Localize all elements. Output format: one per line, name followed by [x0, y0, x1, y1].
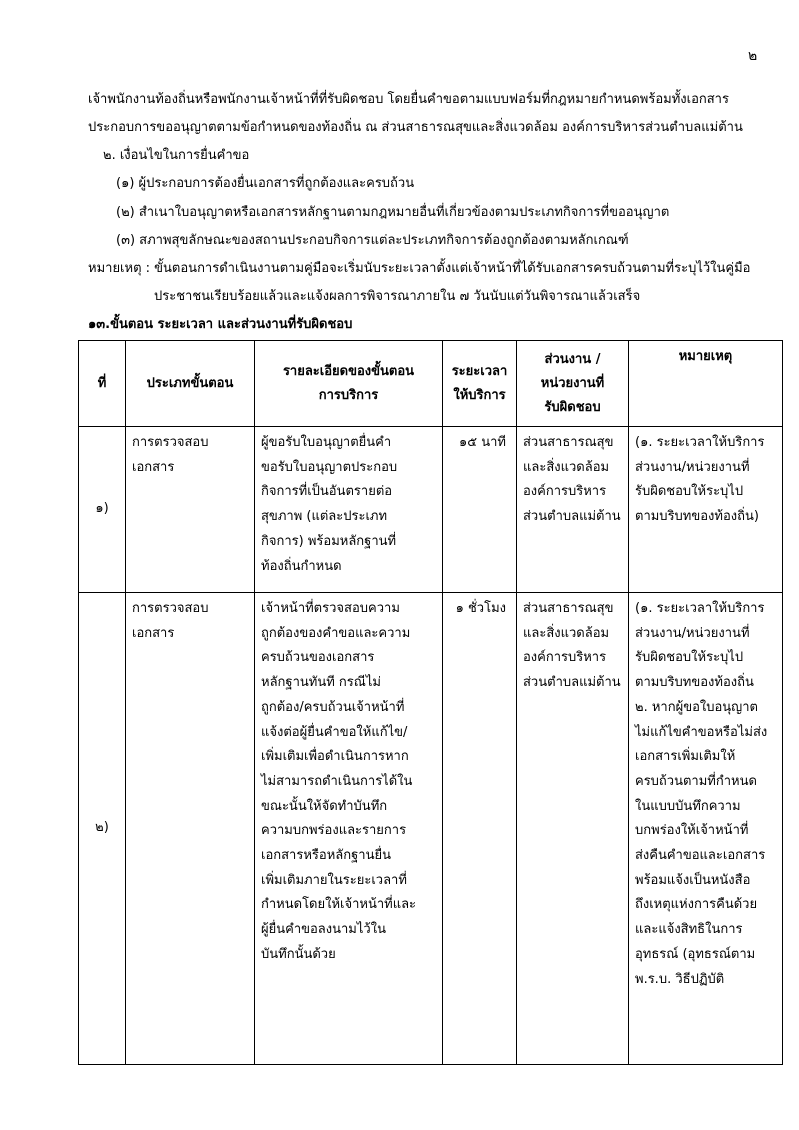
row-unit: ส่วนสาธารณสุข และสิ่งแวดล้อม องค์การบริหาร ส่วนตำบลแม่ต้าน — [517, 593, 629, 1065]
header-duration: ระยะเวลา ให้บริการ — [443, 341, 517, 427]
condition-item-2: (๒) สำเนาใบอนุญาตหรือเอกสารหลักฐานตามกฎหมายอื่นที่เกี่ยวข้องตามประเภทกิจการที่ขออนุญาต — [116, 205, 670, 220]
intro-line-1: เจ้าพนักงานท้องถิ่นหรือพนักงานเจ้าหน้าที่ที่รับผิดชอบ โดยยื่นคำขอตามแบบฟอร์มที่กฎหมายกำหนดพร้อมทั้งเอกสาร — [88, 92, 729, 107]
header-detail: รายละเอียดของขั้นตอน การบริการ — [255, 341, 443, 427]
condition-item-1: (๑) ผู้ประกอบการต้องยื่นเอกสารที่ถูกต้องและครบถ้วน — [116, 176, 415, 191]
remark-line-1: หมายเหตุ : ขั้นตอนการดำเนินงานตามคู่มือจะเริ่มนับระยะเวลาตั้งแต่เจ้าหน้าที่ได้รับเอกสารครบถ้วนตามที่ระบุไว้ในคู่มือ — [88, 261, 751, 276]
procedure-table — [78, 340, 783, 1065]
remark-line-2: ประชาชนเรียบร้อยแล้วและแจ้งผลการพิจารณาภายใน ๗ วันนับแต่วันพิจารณาแล้วเสร็จ — [154, 289, 641, 304]
condition-item-3: (๓) สภาพสุขลักษณะของสถานประกอบกิจการแต่ละประเภทกิจการต้องถูกต้องตามหลักเกณฑ์ — [116, 233, 629, 248]
table-row — [79, 593, 783, 1065]
table-header-row — [79, 341, 783, 427]
row-duration: ๑๕ นาที — [443, 427, 517, 593]
row-type: การตรวจสอบเอกสาร — [126, 427, 255, 593]
row-note: (๑. ระยะเวลาให้บริการ ส่วนงาน/หน่วยงานที่ รับผิดชอบให้ระบุไป ตามบริบทของท้องถิ่น ๒. หากผู้ขอใบอนุญาต ไม่แก้ไขคำขอหรือไม่ส่ง เอกสารเพิ่มเติมให้ ครบถ้วนตามที่กำหนด ในแบบบันทึกความ บกพร่องให้เจ้าหน้าที่ ส่งคืนคำขอและเอกสาร พร้อมแจ้งเป็นหนังสือ ถึงเหตุแห่งการคืนด้วย และแจ้งสิทธิในการ อุทธรณ์ (อุทธรณ์ตาม พ.ร.บ. วิธีปฏิบัติ — [629, 593, 783, 1065]
header-no: ที่ — [79, 341, 126, 427]
header-note: หมายเหตุ — [629, 341, 783, 427]
row-number: ๑) — [79, 427, 126, 593]
row-note: (๑. ระยะเวลาให้บริการ ส่วนงาน/หน่วยงานที่ รับผิดชอบให้ระบุไป ตามบริบทของท้องถิ่น) — [629, 427, 783, 593]
header-type: ประเภทขั้นตอน — [126, 341, 255, 427]
table-row — [79, 427, 783, 593]
page-number: ๒ — [748, 48, 758, 64]
conditions-title: ๒. เงื่อนไขในการยื่นคำขอ — [103, 148, 250, 163]
row-duration: ๑ ชั่วโมง — [443, 593, 517, 1065]
row-type: การตรวจสอบเอกสาร — [126, 593, 255, 1065]
row-number: ๒) — [79, 593, 126, 1065]
section-title: ๑๓.ขั้นตอน ระยะเวลา และส่วนงานที่รับผิดชอบ — [88, 317, 353, 332]
header-unit: ส่วนงาน / หน่วยงานที่ รับผิดชอบ — [517, 341, 629, 427]
row-detail: ผู้ขอรับใบอนุญาตยื่นคำ ขอรับใบอนุญาตประกอบ กิจการที่เป็นอันตรายต่อ สุขภาพ (แต่ละประเภท กิจการ) พร้อมหลักฐานที่ ท้องถิ่นกำหนด — [255, 427, 443, 593]
row-unit: ส่วนสาธารณสุข และสิ่งแวดล้อม องค์การบริหาร ส่วนตำบลแม่ต้าน — [517, 427, 629, 593]
intro-line-2: ประกอบการขออนุญาตตามข้อกำหนดของท้องถิ่น ณ ส่วนสาธารณสุขและสิ่งแวดล้อม องค์การบริหารส่วนตำบลแม่ต้าน — [88, 120, 743, 135]
row-detail: เจ้าหน้าที่ตรวจสอบความ ถูกต้องของคำขอและความ ครบถ้วนของเอกสาร หลักฐานทันที กรณีไม่ ถูกต้อง/ครบถ้วนเจ้าหน้าที่ แจ้งต่อผู้ยื่นคำขอให้แก้ไข/ เพิ่มเติมเพื่อดำเนินการหาก ไม่สามารถดำเนินการได้ใน ขณะนั้นให้จัดทำบันทึก ความบกพร่องและรายการ เอกสารหรือหลักฐานยื่น เพิ่มเติมภายในระยะเวลาที่ กำหนดโดยให้เจ้าหน้าที่และ ผู้ยื่นคำขอลงนามไว้ใน บันทึกนั้นด้วย — [255, 593, 443, 1065]
